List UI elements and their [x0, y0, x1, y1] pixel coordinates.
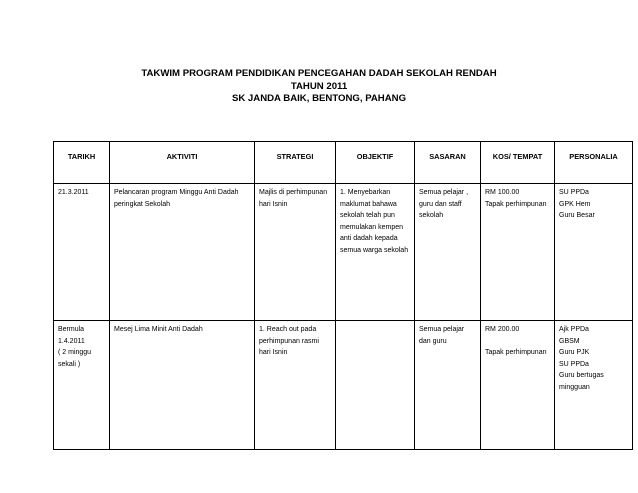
cell-text: ( 2 minggu sekali ): [58, 349, 92, 368]
cell-text: Ajk PPDa: [559, 326, 589, 333]
program-calendar-table: [53, 141, 633, 450]
cell-text: Pelancaran program Minggu Anti Dadah peringkat Sekolah: [114, 189, 239, 208]
cell-text: Majlis di perhimpunan hari Isnin: [259, 189, 328, 208]
document-title: [0, 68, 638, 106]
title-line-1: TAKWIM PROGRAM PENDIDIKAN PENCEGAHAN DADAH SEKOLAH RENDAH: [141, 68, 497, 79]
header-strategi: STRATEGI: [255, 142, 336, 184]
cell-text: 1. Reach out pada perhimpunan rasmi hari Isnin: [259, 326, 319, 356]
cell-objektif: [336, 321, 415, 450]
cell-text: Tapak perhimpunan: [485, 200, 547, 208]
header-sasaran: SASARAN: [415, 142, 481, 184]
cell-kos-tempat: [481, 321, 555, 450]
cell-strategi: [255, 184, 336, 321]
header-kos-tempat: KOS/ TEMPAT: [481, 142, 555, 184]
cell-sasaran: [415, 184, 481, 321]
cell-tarikh: [54, 321, 110, 450]
table-header-row: [54, 142, 633, 184]
table-row: [54, 321, 633, 450]
title-line-3: SK JANDA BAIK, BENTONG, PAHANG: [231, 93, 407, 104]
cell-text: RM 200.00: [485, 326, 520, 333]
cell-text: Guru Besar: [559, 212, 595, 219]
cell-kos-tempat: [481, 184, 555, 321]
cell-strategi: [255, 321, 336, 450]
cell-text: 1. Menyebarkan maklumat bahawa sekolah telah pun memulakan kempen anti dadah kepada semua warga sekolah: [340, 189, 409, 254]
cell-personalia: [555, 184, 633, 321]
cell-text: Guru bertugas mingguan: [559, 372, 604, 391]
header-objektif: OBJEKTIF: [336, 142, 415, 184]
cell-text: Semua pelajar , guru dan staff sekolah: [419, 189, 469, 219]
cell-tarikh: [54, 184, 110, 321]
cell-spacer: [485, 336, 550, 348]
cell-text: Bermula: [58, 326, 85, 333]
title-line-2: TAHUN 2011: [290, 80, 348, 92]
cell-text: 21.3.2011: [58, 189, 89, 196]
header-aktiviti: AKTIVITI: [110, 142, 255, 184]
cell-text: SU PPDa: [559, 360, 589, 368]
cell-personalia: [555, 321, 633, 450]
cell-text: SU PPDa: [559, 189, 589, 196]
cell-sasaran: [415, 321, 481, 450]
cell-text: GPK Hem: [559, 200, 591, 208]
cell-text: GBSM: [559, 337, 580, 345]
header-tarikh: TARIKH: [54, 142, 110, 184]
table-row: [54, 184, 633, 321]
cell-aktiviti: [110, 184, 255, 321]
header-personalia: PERSONALIA: [555, 142, 633, 184]
cell-text: Mesej Lima Minit Anti Dadah: [114, 326, 203, 333]
cell-text: RM 100.00: [485, 189, 520, 196]
cell-text: 1.4.2011: [58, 337, 85, 345]
cell-text: Guru PJK: [559, 349, 590, 356]
cell-aktiviti: [110, 321, 255, 450]
cell-text: Semua pelajar dan guru: [419, 326, 465, 345]
cell-text: Tapak perhimpunan: [485, 349, 547, 356]
cell-objektif: [336, 184, 415, 321]
